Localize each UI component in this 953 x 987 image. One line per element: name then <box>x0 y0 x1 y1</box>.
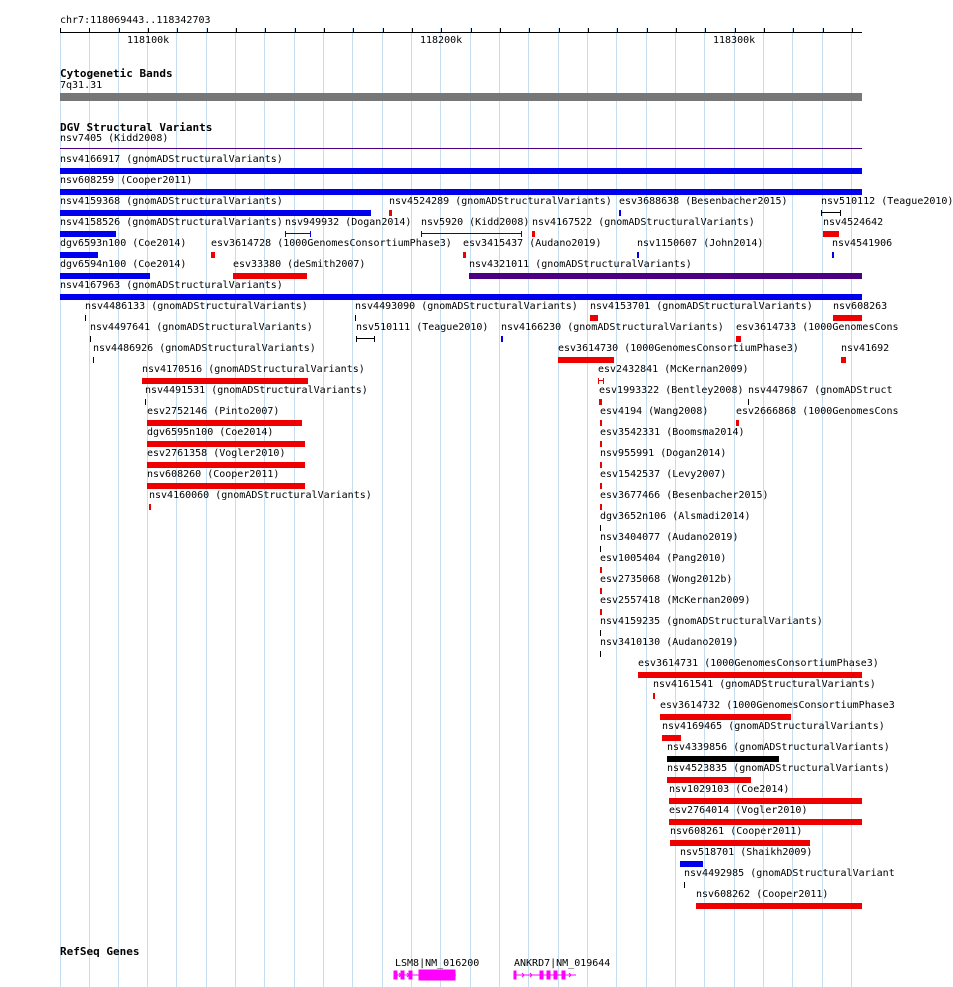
variant-bar[interactable] <box>600 609 602 615</box>
variant-bar[interactable] <box>638 672 862 678</box>
variant-label[interactable]: nsv608263 <box>833 301 888 312</box>
cytoband-label: 7q31.31 <box>60 80 103 91</box>
ruler-tick <box>148 28 149 33</box>
variant-label[interactable]: nsv4170516 (gnomADStructuralVariants) <box>142 364 365 375</box>
variant-label[interactable]: nsv3410130 (Audano2019) <box>600 637 739 648</box>
variant-bar[interactable] <box>748 399 749 405</box>
variant-bar[interactable] <box>60 294 862 300</box>
variant-bar[interactable] <box>389 210 392 216</box>
variant-bar[interactable] <box>662 735 681 741</box>
variant-label[interactable]: nsv4479867 (gnomADStruct <box>748 385 893 396</box>
variant-bar[interactable] <box>590 315 598 321</box>
ruler-tick <box>236 28 237 33</box>
variant-bar[interactable] <box>833 315 862 321</box>
variant-label[interactable]: esv2752146 (Pinto2007) <box>147 406 280 417</box>
variant-label[interactable]: nsv608260 (Cooper2011) <box>147 469 280 480</box>
ruler-tick <box>412 28 413 33</box>
ruler-tick <box>119 28 120 33</box>
variant-bar[interactable] <box>736 420 739 426</box>
variant-bar[interactable] <box>147 441 305 447</box>
ruler-axis <box>60 32 862 33</box>
variant-bar-end <box>840 210 841 216</box>
gene-label-ankrd7[interactable]: ANKRD7|NM_019644 <box>514 958 611 969</box>
variant-label[interactable]: dgv6595n100 (Coe2014) <box>147 427 274 438</box>
ruler-tick <box>324 28 325 33</box>
variant-label[interactable]: nsv4492985 (gnomADStructuralVariant <box>684 868 895 879</box>
variant-bar[interactable] <box>619 210 621 216</box>
variant-bar[interactable] <box>600 546 601 552</box>
variant-bar[interactable] <box>684 882 685 888</box>
variant-bar[interactable] <box>600 441 602 447</box>
ruler-tick <box>383 28 384 33</box>
variant-bar[interactable] <box>356 338 375 339</box>
ruler-tick <box>588 28 589 33</box>
variant-label[interactable]: esv3688638 (Besenbacher2015) <box>619 196 788 207</box>
variant-label[interactable]: esv3415437 (Audano2019) <box>463 238 602 249</box>
variant-bar[interactable] <box>60 189 862 195</box>
ruler-tick <box>471 28 472 33</box>
variant-bar[interactable] <box>60 252 98 258</box>
variant-bar[interactable] <box>142 378 308 384</box>
variant-bar[interactable] <box>600 420 602 426</box>
variant-bar[interactable] <box>667 777 751 783</box>
ruler-tick <box>793 28 794 33</box>
variant-label[interactable]: nsv3404077 (Audano2019) <box>600 532 739 543</box>
variant-label[interactable]: nsv510111 (Teague2010) <box>356 322 489 333</box>
variant-label[interactable]: nsv4497641 (gnomADStructuralVariants) <box>90 322 313 333</box>
variant-label[interactable]: nsv4524289 (gnomADStructuralVariants) <box>389 196 612 207</box>
variant-bar[interactable] <box>421 233 522 234</box>
variant-label[interactable]: nsv4161541 (gnomADStructuralVariants) <box>653 679 876 690</box>
variant-bar-end <box>598 378 599 384</box>
ruler-tick <box>676 28 677 33</box>
variant-label[interactable]: nsv7405 (Kidd2008) <box>60 133 169 144</box>
ruler-tick <box>353 28 354 33</box>
ruler-tick <box>177 28 178 33</box>
variant-label[interactable]: nsv510112 (Teague2010) <box>821 196 953 207</box>
variant-label[interactable]: nsv4491531 (gnomADStructuralVariants) <box>145 385 368 396</box>
variant-label[interactable]: nsv955991 (Dogan2014) <box>600 448 727 459</box>
tick-label-118200k: 118200k <box>420 35 463 46</box>
variant-label[interactable]: esv2761358 (Vogler2010) <box>147 448 286 459</box>
variant-bar[interactable] <box>669 798 862 804</box>
variant-label[interactable]: nsv4339856 (gnomADStructuralVariants) <box>667 742 890 753</box>
cytoband-track-title: Cytogenetic Bands <box>60 67 173 80</box>
variant-label[interactable]: nsv4167522 (gnomADStructuralVariants) <box>532 217 755 228</box>
variant-bar[interactable] <box>680 861 703 867</box>
variant-bar[interactable] <box>600 630 601 636</box>
variant-bar-end <box>374 336 375 342</box>
variant-label[interactable]: nsv4486926 (gnomADStructuralVariants) <box>93 343 316 354</box>
variant-bar-end <box>285 231 286 237</box>
variant-label[interactable]: nsv4166230 (gnomADStructuralVariants) <box>501 322 724 333</box>
variant-label[interactable]: esv1542537 (Levy2007) <box>600 469 727 480</box>
ruler-tick <box>441 28 442 33</box>
variant-label[interactable]: nsv608262 (Cooper2011) <box>696 889 829 900</box>
variant-label[interactable]: nsv4169465 (gnomADStructuralVariants) <box>662 721 885 732</box>
variant-bar[interactable] <box>355 315 356 321</box>
variant-label[interactable]: nsv4153701 (gnomADStructuralVariants) <box>590 301 813 312</box>
variant-bar[interactable] <box>736 336 741 342</box>
variant-bar[interactable] <box>600 567 602 573</box>
variant-bar[interactable] <box>600 483 602 489</box>
variant-bar[interactable] <box>653 693 655 699</box>
variant-label[interactable]: esv2735068 (Wong2012b) <box>600 574 733 585</box>
variant-label[interactable]: nsv4541906 <box>832 238 893 249</box>
variant-bar[interactable] <box>600 525 601 531</box>
variant-label[interactable]: nsv4167963 (gnomADStructuralVariants) <box>60 280 283 291</box>
ruler-tick <box>559 28 560 33</box>
ruler-tick <box>529 28 530 33</box>
ruler-tick <box>89 28 90 33</box>
variant-label[interactable]: nsv949932 (Dogan2014) <box>285 217 412 228</box>
variant-label[interactable]: nsv4493090 (gnomADStructuralVariants) <box>355 301 578 312</box>
tick-label-118100k: 118100k <box>127 35 170 46</box>
variant-bar-end <box>821 210 822 216</box>
variant-bar[interactable] <box>60 148 862 149</box>
refseq-track-title: RefSeq Genes <box>60 945 140 958</box>
variant-label[interactable]: nsv5920 (Kidd2008) <box>421 217 530 228</box>
ruler-tick <box>647 28 648 33</box>
variant-label[interactable]: esv2432841 (McKernan2009) <box>598 364 749 375</box>
variant-bar[interactable] <box>821 212 841 213</box>
variant-label[interactable]: nsv608261 (Cooper2011) <box>670 826 803 837</box>
variant-label[interactable]: dgv6594n100 (Coe2014) <box>60 259 187 270</box>
variant-label[interactable]: nsv4159368 (gnomADStructuralVariants) <box>60 196 283 207</box>
variant-bar[interactable] <box>233 273 307 279</box>
variant-label[interactable]: nsv4486133 (gnomADStructuralVariants) <box>85 301 308 312</box>
variant-label[interactable]: nsv4159235 (gnomADStructuralVariants) <box>600 616 823 627</box>
variant-label[interactable]: esv2764014 (Vogler2010) <box>669 805 808 816</box>
variant-label[interactable]: esv3677466 (Besenbacher2015) <box>600 490 769 501</box>
variant-bar[interactable] <box>670 840 810 846</box>
variant-label[interactable]: nsv4160060 (gnomADStructuralVariants) <box>149 490 372 501</box>
variant-bar-end <box>310 231 311 237</box>
variant-bar[interactable] <box>600 462 602 468</box>
variant-bar[interactable] <box>669 819 862 825</box>
ruler-tick <box>764 28 765 33</box>
variant-bar[interactable] <box>93 357 94 363</box>
dgv-track-title: DGV Structural Variants <box>60 121 213 134</box>
variant-label[interactable]: nsv1029103 (Coe2014) <box>669 784 790 795</box>
variant-bar[interactable] <box>501 336 503 342</box>
cytoband-bar[interactable] <box>60 93 862 101</box>
variant-label[interactable]: esv1005404 (Pang2010) <box>600 553 727 564</box>
variant-label[interactable]: nsv4158526 (gnomADStructuralVariants) <box>60 217 283 228</box>
variant-label[interactable]: nsv4321011 (gnomADStructuralVariants) <box>469 259 692 270</box>
variant-bar[interactable] <box>637 252 639 258</box>
variant-bar[interactable] <box>696 903 862 909</box>
ruler-tick <box>265 28 266 33</box>
variant-label[interactable]: esv2557418 (McKernan2009) <box>600 595 751 606</box>
variant-label[interactable]: nsv1150607 (John2014) <box>637 238 764 249</box>
ruler-tick <box>60 28 61 33</box>
variant-label[interactable]: nsv608259 (Cooper2011) <box>60 175 193 186</box>
variant-label[interactable]: nsv4523835 (gnomADStructuralVariants) <box>667 763 890 774</box>
variant-bar[interactable] <box>599 399 602 405</box>
variant-bar[interactable] <box>147 483 305 489</box>
variant-bar-end <box>421 231 422 237</box>
location-label: chr7:118069443..118342703 <box>60 15 211 26</box>
variant-bar[interactable] <box>211 252 215 258</box>
variant-label[interactable]: esv3542331 (Boomsma2014) <box>600 427 745 438</box>
variant-label[interactable]: nsv4524642 <box>823 217 884 228</box>
variant-label[interactable]: nsv518701 (Shaikh2009) <box>680 847 813 858</box>
variant-label[interactable]: esv4194 (Wang2008) <box>600 406 709 417</box>
variant-bar[interactable] <box>558 357 614 363</box>
variant-bar[interactable] <box>147 462 305 468</box>
gene-model-lsm8 <box>394 970 456 980</box>
variant-bar[interactable] <box>463 252 466 258</box>
ruler-tick <box>500 28 501 33</box>
variant-bar[interactable] <box>841 357 846 363</box>
ruler-tick <box>823 28 824 33</box>
variant-bar[interactable] <box>60 273 150 279</box>
variant-label[interactable]: esv3614731 (1000GenomesConsortiumPhase3) <box>638 658 879 669</box>
ruler-tick <box>735 28 736 33</box>
variant-label[interactable]: dgv6593n100 (Coe2014) <box>60 238 187 249</box>
variant-label[interactable]: esv3614728 (1000GenomesConsortiumPhase3) <box>211 238 452 249</box>
variant-bar[interactable] <box>60 210 371 216</box>
gene-label-lsm8[interactable]: LSM8|NM_016200 <box>395 958 480 969</box>
variant-bar[interactable] <box>532 231 535 237</box>
variant-bar[interactable] <box>469 273 862 279</box>
variant-label[interactable]: esv3614733 (1000GenomesCons <box>736 322 899 333</box>
variant-bar[interactable] <box>832 252 834 258</box>
variant-label[interactable]: esv3614732 (1000GenomesConsortiumPhase3 <box>660 700 895 711</box>
variant-label[interactable]: esv33380 (deSmith2007) <box>233 259 366 270</box>
variant-bar[interactable] <box>60 168 862 174</box>
variant-bar[interactable] <box>600 651 601 657</box>
ruler-tick <box>705 28 706 33</box>
variant-bar[interactable] <box>90 336 91 342</box>
variant-bar[interactable] <box>60 231 116 237</box>
variant-label[interactable]: esv2666868 (1000GenomesCons <box>736 406 899 417</box>
variant-bar-end <box>603 378 604 384</box>
variant-bar[interactable] <box>667 756 779 762</box>
variant-bar[interactable] <box>285 233 311 234</box>
gene-model-ankrd7 <box>514 971 576 979</box>
variant-label[interactable]: esv3614730 (1000GenomesConsortiumPhase3) <box>558 343 799 354</box>
ruler-tick <box>295 28 296 33</box>
variant-bar-end <box>521 231 522 237</box>
variant-bar[interactable] <box>660 714 791 720</box>
variant-bar[interactable] <box>600 588 602 594</box>
variant-bar[interactable] <box>600 504 602 510</box>
variant-bar[interactable] <box>147 420 302 426</box>
tick-label-118300k: 118300k <box>713 35 756 46</box>
variant-bar[interactable] <box>85 315 86 321</box>
ruler-tick <box>852 28 853 33</box>
gene-models[interactable] <box>390 968 590 982</box>
variant-label[interactable]: nsv4166917 (gnomADStructuralVariants) <box>60 154 283 165</box>
ruler-tick <box>207 28 208 33</box>
variant-bar[interactable] <box>149 504 151 510</box>
variant-bar-end <box>356 336 357 342</box>
variant-bar[interactable] <box>823 231 839 237</box>
variant-bar[interactable] <box>145 399 146 405</box>
variant-label[interactable]: esv1993322 (Bentley2008) <box>599 385 744 396</box>
ruler-tick <box>617 28 618 33</box>
variant-label[interactable]: nsv41692 <box>841 343 890 354</box>
variant-label[interactable]: dgv3652n106 (Alsmadi2014) <box>600 511 751 522</box>
